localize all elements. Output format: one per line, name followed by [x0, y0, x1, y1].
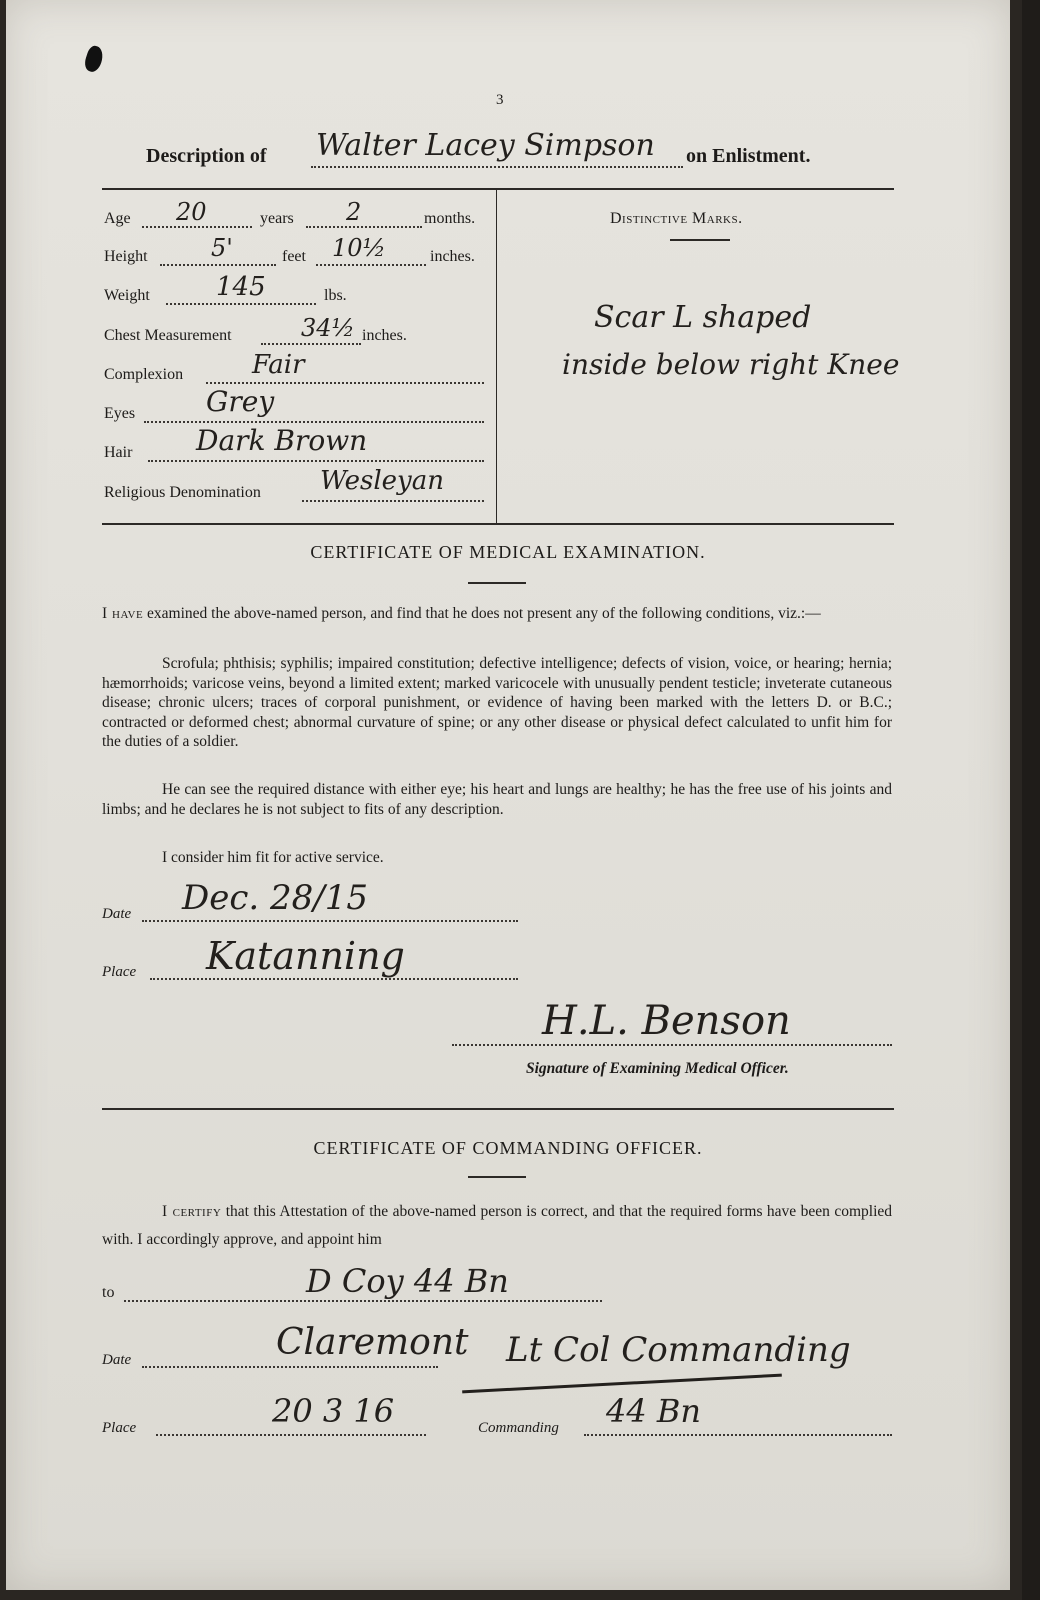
eyes-line	[144, 421, 484, 423]
distinctive-marks-underline	[670, 239, 730, 241]
commanding-place-line	[156, 1434, 426, 1436]
weight-value: 145	[216, 272, 266, 302]
medical-signature-line	[452, 1044, 892, 1046]
medical-paragraph-3: He can see the required distance with either eye; his heart and lungs are healthy; he has the free use of his joints and limbs; and he declares he is not subject to fits of any description.	[102, 781, 892, 818]
page-edge-shadow	[1022, 0, 1040, 1600]
commanding-signature-stroke	[462, 1374, 782, 1394]
commanding-heading: CERTIFICATE OF COMMANDING OFFICER.	[313, 1138, 703, 1158]
complexion-value: Fair	[252, 350, 305, 380]
medical-p1-rest: examined the above-named person, and find that he does not present any of the following conditions, viz.:—	[147, 605, 821, 622]
page-number: 3	[496, 92, 504, 108]
description-name-line	[311, 166, 683, 168]
chest-unit: inches.	[362, 327, 407, 344]
medical-signature-label: Signature of Examining Medical Officer.	[526, 1060, 789, 1077]
age-row	[104, 210, 131, 228]
distinctive-marks-line1: Scar L shaped	[594, 300, 812, 335]
eyes-label: Eyes	[104, 405, 136, 422]
commanding-p1-lead: I certify	[162, 1203, 222, 1220]
medical-paragraph-2: Scrofula; phthisis; syphilis; impaired constitution; defective intelligence; defects of vision, voice, or hearing; hernia; hæmorrhoids; varicose veins, beyond a limited extent; marked varicocele with unusually pendent testicle; inveterate cutaneous disease; chronic ulcers; traces of corporal punishment, or evidence of having been marked with the letters D. or B.C.; contracted or deformed chest; abnormal curvature of spine; or any other disease or physical defect calculated to unfit him for the duties of a soldier.	[102, 655, 892, 750]
medical-signature: H.L. Benson	[542, 998, 791, 1044]
commanding-to-line	[124, 1300, 602, 1302]
mid-rule	[102, 523, 894, 525]
complexion-line	[206, 382, 484, 384]
commanding-label: Commanding	[478, 1420, 559, 1436]
height-label: Height	[104, 248, 148, 265]
religion-line	[302, 500, 484, 502]
recruit-name: Walter Lacey Simpson	[316, 128, 655, 163]
medical-place-line	[150, 978, 518, 980]
height-feet-value: 5'	[211, 234, 233, 262]
ink-blot	[82, 44, 105, 74]
age-years-unit: years	[260, 210, 294, 227]
eyes-value: Grey	[206, 385, 275, 418]
commanding-date-value: Claremont	[276, 1322, 469, 1363]
height-feet-unit: feet	[282, 248, 306, 265]
weight-label: Weight	[104, 287, 150, 304]
column-divider	[496, 190, 497, 523]
medical-p1-lead: I have	[102, 605, 144, 622]
commanding-paragraph	[102, 1198, 892, 1254]
commanding-heading-rule	[468, 1176, 526, 1178]
age-months-value: 2	[346, 198, 362, 226]
medical-paragraph-1	[102, 604, 892, 624]
distinctive-marks-heading: Distinctive Marks.	[610, 210, 743, 227]
chest-line	[261, 343, 361, 345]
hair-line	[148, 460, 484, 462]
commanding-date-label: Date	[102, 1352, 132, 1368]
age-years-line	[142, 226, 252, 228]
complexion-label: Complexion	[104, 366, 184, 383]
height-inches-unit: inches.	[430, 248, 475, 265]
commanding-to-label: to	[102, 1284, 115, 1301]
commanding-line	[584, 1434, 892, 1436]
chest-label: Chest Measurement	[104, 327, 232, 344]
age-label: Age	[104, 210, 131, 227]
weight-line	[166, 303, 316, 305]
commanding-date-line	[142, 1366, 438, 1368]
hair-value: Dark Brown	[196, 424, 368, 457]
age-months-line	[306, 226, 422, 228]
medical-heading-rule	[468, 582, 526, 584]
medical-date-label: Date	[102, 906, 132, 922]
religion-value: Wesleyan	[320, 466, 444, 496]
medical-place-value: Katanning	[206, 934, 405, 978]
medical-date-value: Dec. 28/15	[182, 878, 369, 918]
lower-rule	[102, 1108, 894, 1110]
commanding-to-value: D Coy 44 Bn	[306, 1262, 509, 1300]
height-inches-line	[316, 264, 426, 266]
commanding-place-value: 20 3 16	[272, 1392, 395, 1430]
age-months-unit: months.	[424, 210, 476, 227]
weight-unit: lbs.	[324, 287, 347, 304]
height-inches-value: 10½	[332, 234, 386, 262]
medical-heading: CERTIFICATE OF MEDICAL EXAMINATION.	[310, 542, 706, 562]
medical-place-label: Place	[102, 964, 137, 980]
description-suffix: on Enlistment.	[686, 145, 811, 167]
commanding-signature: Lt Col Commanding	[506, 1330, 851, 1370]
age-years-value: 20	[176, 198, 207, 226]
hair-label: Hair	[104, 444, 133, 461]
top-rule	[102, 188, 894, 190]
medical-paragraph-4: I consider him fit for active service.	[162, 849, 384, 866]
attestation-page	[6, 0, 1010, 1590]
commanding-p1-rest: that this Attestation of the above-named person is correct, and that the required forms have been complied with. I accordingly approve, and appoint him	[102, 1203, 893, 1248]
religion-label: Religious Denomination	[104, 484, 261, 501]
chest-value: 34½	[301, 314, 355, 342]
description-prefix: Description of	[146, 145, 267, 167]
medical-date-line	[142, 920, 518, 922]
commanding-value: 44 Bn	[606, 1392, 702, 1430]
commanding-place-label: Place	[102, 1420, 137, 1436]
distinctive-marks-line2: inside below right Knee	[562, 348, 900, 381]
height-feet-line	[160, 264, 276, 266]
